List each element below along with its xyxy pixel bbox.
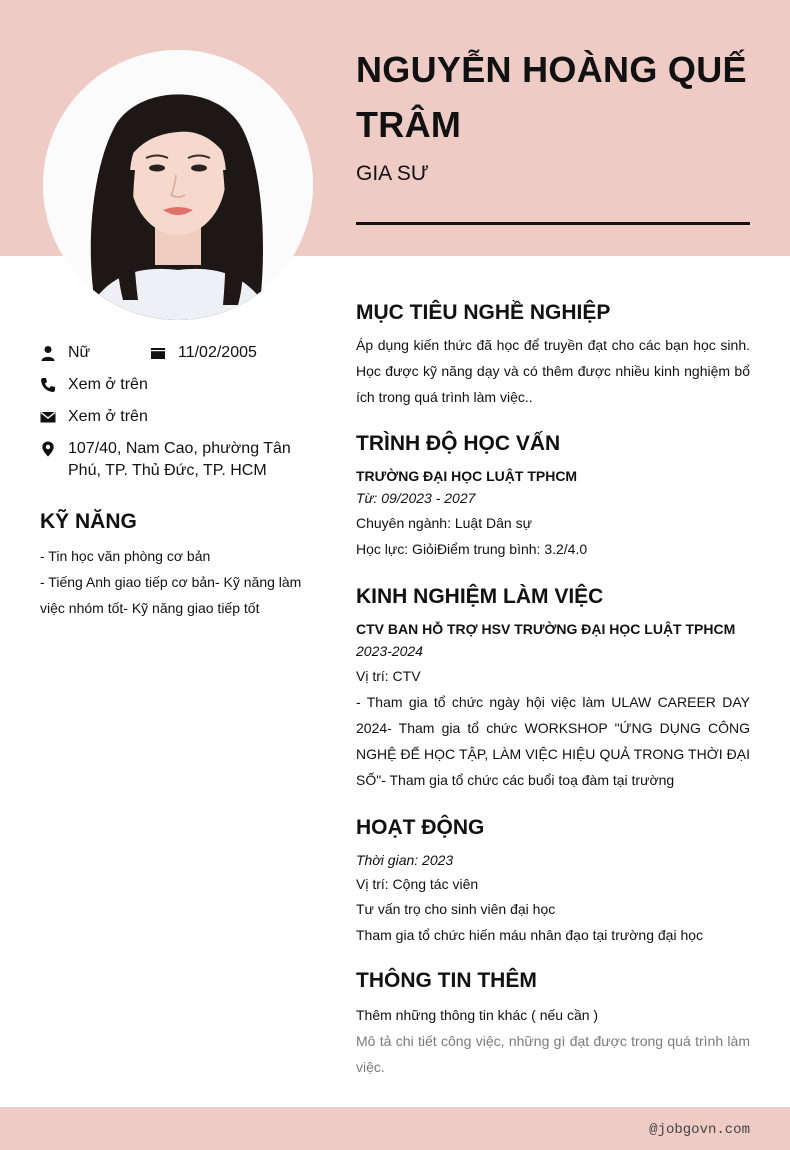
- activities-line: Tư vấn trọ cho sinh viên đại học: [356, 901, 556, 917]
- watermark: @jobgovn.com: [649, 1122, 750, 1138]
- activities-section: [356, 815, 750, 948]
- email-value: Xem ở trên: [68, 408, 148, 425]
- calendar-icon: [150, 345, 166, 361]
- candidate-role: GIA SƯ: [356, 162, 429, 185]
- objective-text: Áp dụng kiến thức đã học để truyền đạt cho các bạn học sinh. Học được kỹ năng dạy và có thêm được nhiều kinh nghiệm bổ ích trong quá trình làm việc..: [356, 337, 750, 405]
- objective-title: MỤC TIÊU NGHỀ NGHIỆP: [356, 301, 611, 324]
- extra-description: Mô tả chi tiết công việc, những gì đạt được trong quá trình làm việc.: [356, 1033, 750, 1075]
- person-icon: [40, 345, 56, 361]
- education-grade: Học lực: GiỏiĐiểm trung bình: 3.2/4.0: [356, 541, 588, 557]
- dob-value: 11/02/2005: [178, 344, 257, 361]
- mail-icon: [40, 409, 56, 425]
- education-major: Chuyên ngành: Luật Dân sự: [356, 515, 532, 531]
- skills-title: KỸ NĂNG: [40, 510, 137, 533]
- experience-period: 2023-2024: [356, 643, 423, 659]
- extra-section: [356, 968, 750, 1080]
- divider: [356, 222, 750, 225]
- activities-title: HOẠT ĐỘNG: [356, 816, 485, 839]
- address-value: 107/40, Nam Cao, phường Tân Phú, TP. Thủ Đức, TP. HCM: [68, 440, 291, 479]
- experience-title: KINH NGHIỆM LÀM VIỆC: [356, 585, 604, 608]
- extra-title: THÔNG TIN THÊM: [356, 969, 537, 992]
- activities-position: Vị trí: Cộng tác viên: [356, 876, 479, 892]
- school-name: TRƯỜNG ĐẠI HỌC LUẬT TPHCM: [356, 468, 578, 484]
- skill-line: - Tin học văn phòng cơ bản: [40, 548, 211, 564]
- experience-desc: - Tham gia tổ chức ngày hội việc làm ULAW CAREER DAY 2024- Tham gia tổ chức WORKSHOP "ỨNG DỤNG CÔNG NGHỆ ĐỂ HỌC TẬP, LÀM VIỆC HIỆU QUẢ TRONG THỜI ĐẠI SỐ"- Tham gia tổ chức các buổi toạ đàm tại trường: [356, 694, 750, 788]
- experience-org: CTV BAN HỖ TRỢ HSV TRƯỜNG ĐẠI HỌC LUẬT TPHCM: [356, 621, 736, 637]
- gender-value: Nữ: [68, 344, 91, 361]
- education-section: [356, 431, 750, 562]
- location-pin-icon: [40, 441, 56, 457]
- education-title: TRÌNH ĐỘ HỌC VẤN: [356, 432, 561, 455]
- extra-line: Thêm những thông tin khác ( nếu cần ): [356, 1007, 599, 1023]
- phone-value: Xem ở trên: [68, 376, 148, 393]
- experience-section: [356, 584, 750, 793]
- skills-section: [40, 543, 325, 621]
- phone-icon: [40, 377, 56, 393]
- activities-period: Thời gian: 2023: [356, 852, 454, 868]
- activities-line: Tham gia tổ chức hiến máu nhân đạo tại trường đại học: [356, 927, 704, 943]
- skill-line: - Tiếng Anh giao tiếp cơ bản- Kỹ năng làm việc nhóm tốt- Kỹ năng giao tiếp tốt: [40, 574, 302, 616]
- profile-photo: [43, 50, 313, 320]
- education-period: Từ: 09/2023 - 2027: [356, 490, 476, 506]
- candidate-name: NGUYỄN HOÀNG QUẾ TRÂM: [356, 49, 747, 145]
- objective-section: [356, 300, 750, 410]
- experience-position: Vị trí: CTV: [356, 668, 421, 684]
